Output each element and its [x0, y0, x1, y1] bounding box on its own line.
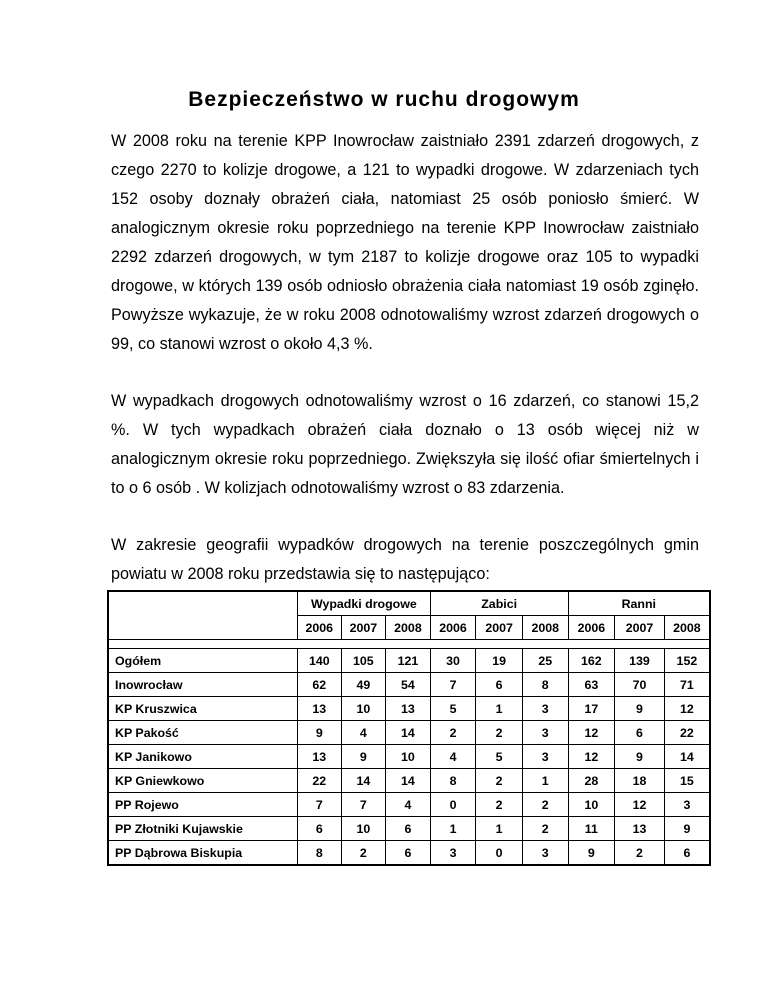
row-label: PP Złotniki Kujawskie	[108, 817, 298, 841]
table-cell: 6	[386, 841, 431, 866]
table-cell: 140	[298, 649, 342, 673]
header-year: 2008	[386, 616, 431, 640]
header-year: 2006	[298, 616, 342, 640]
header-year: 2006	[430, 616, 476, 640]
table-cell: 2	[430, 721, 476, 745]
table-cell: 4	[430, 745, 476, 769]
table-cell: 14	[664, 745, 710, 769]
header-year: 2006	[568, 616, 615, 640]
table-row	[108, 673, 710, 697]
table-cell: 11	[568, 817, 615, 841]
header-group-killed: Zabici	[430, 591, 568, 616]
table-cell: 139	[615, 649, 665, 673]
table-row	[108, 793, 710, 817]
table-row	[108, 769, 710, 793]
table-cell: 9	[664, 817, 710, 841]
table-cell: 3	[522, 697, 568, 721]
table-header-groups	[108, 591, 710, 616]
table-cell: 7	[430, 673, 476, 697]
table-cell: 10	[341, 697, 386, 721]
row-label: KP Gniewkowo	[108, 769, 298, 793]
row-label: Ogółem	[108, 649, 298, 673]
table-cell: 0	[476, 841, 523, 866]
table-cell: 8	[430, 769, 476, 793]
table-cell: 152	[664, 649, 710, 673]
table-cell: 25	[522, 649, 568, 673]
table-cell: 1	[476, 817, 523, 841]
table-cell: 2	[476, 721, 523, 745]
paragraph-summary-2008: W 2008 roku na terenie KPP Inowrocław zaistniało 2391 zdarzeń drogowych, z czego 2270 to kolizje drogowe, a 121 to wypadki drogowe. W zdarzeniach tych 152 osoby doznały obrażeń ciała, natomiast 25 osób poniosło śmierć. W analogicznym okresie roku poprzedniego na terenie KPP Inowrocław zaistniało 2292 zdarzeń drogowych, w tym 2187 to kolizje drogowe oraz 105 to wypadki drogowe, w których 139 osób odniosło obrażenia ciała natomiast 19 osób zginęło. Powyższe wykazuje, że w roku 2008 odnotowaliśmy wzrost zdarzeń drogowych o 99, co stanowi wzrost o około 4,3 %.	[111, 132, 699, 353]
row-label: KP Pakość	[108, 721, 298, 745]
header-year: 2007	[476, 616, 523, 640]
table-cell: 30	[430, 649, 476, 673]
table-cell: 14	[386, 721, 431, 745]
table-cell: 9	[615, 697, 665, 721]
table-cell: 121	[386, 649, 431, 673]
table-body	[108, 640, 710, 866]
paragraph-accidents-increase: W wypadkach drogowych odnotowaliśmy wzrost o 16 zdarzeń, co stanowi 15,2 %. W tych wypadkach obrażeń ciała doznało o 13 osób więcej niż w analogicznym okresie roku poprzedniego. Zwiększyła się ilość ofiar śmiertelnych i to o 6 osób . W kolizjach odnotowaliśmy wzrost o 83 zdarzenia.	[111, 392, 699, 497]
table-cell: 3	[664, 793, 710, 817]
table-row	[108, 841, 710, 866]
table-cell: 3	[522, 721, 568, 745]
table-cell: 5	[476, 745, 523, 769]
table-cell: 9	[341, 745, 386, 769]
table-cell: 13	[298, 745, 342, 769]
table-cell: 4	[386, 793, 431, 817]
header-empty-cell	[108, 591, 298, 640]
table-cell: 18	[615, 769, 665, 793]
header-group-injured: Ranni	[568, 591, 710, 616]
table-cell: 5	[430, 697, 476, 721]
table-cell: 13	[615, 817, 665, 841]
table-cell: 22	[664, 721, 710, 745]
table-cell: 8	[298, 841, 342, 866]
table-cell: 7	[341, 793, 386, 817]
table-cell: 17	[568, 697, 615, 721]
table-cell: 12	[615, 793, 665, 817]
table-cell: 10	[386, 745, 431, 769]
table-cell: 1	[476, 697, 523, 721]
table-cell: 2	[476, 793, 523, 817]
paragraph-geography-intro: W zakresie geografii wypadków drogowych na terenie poszczególnych gmin powiatu w 2008 roku przedstawia się to następująco:	[111, 536, 699, 583]
table-cell: 28	[568, 769, 615, 793]
table-cell: 2	[522, 793, 568, 817]
row-label: PP Dąbrowa Biskupia	[108, 841, 298, 866]
table-cell: 3	[430, 841, 476, 866]
table-cell: 105	[341, 649, 386, 673]
table-cell: 6	[386, 817, 431, 841]
table-cell: 63	[568, 673, 615, 697]
table-cell: 6	[476, 673, 523, 697]
table-cell: 9	[615, 745, 665, 769]
header-year: 2008	[664, 616, 710, 640]
table-cell: 12	[568, 745, 615, 769]
table-cell: 2	[522, 817, 568, 841]
table-cell: 9	[298, 721, 342, 745]
table-cell: 19	[476, 649, 523, 673]
header-year: 2007	[615, 616, 665, 640]
table-cell: 10	[341, 817, 386, 841]
table-cell: 3	[522, 841, 568, 866]
table-row	[108, 817, 710, 841]
table-cell: 12	[568, 721, 615, 745]
table-cell: 54	[386, 673, 431, 697]
table-cell: 70	[615, 673, 665, 697]
table-cell: 22	[298, 769, 342, 793]
table-cell: 12	[664, 697, 710, 721]
table-cell: 6	[298, 817, 342, 841]
row-label: Inowrocław	[108, 673, 298, 697]
table-cell: 71	[664, 673, 710, 697]
header-year: 2007	[341, 616, 386, 640]
table-cell: 9	[568, 841, 615, 866]
table-cell: 49	[341, 673, 386, 697]
table-cell: 1	[430, 817, 476, 841]
table-cell: 13	[386, 697, 431, 721]
table-cell: 6	[615, 721, 665, 745]
table-cell: 14	[341, 769, 386, 793]
table-row	[108, 745, 710, 769]
table-cell: 2	[615, 841, 665, 866]
table-cell: 62	[298, 673, 342, 697]
table-row	[108, 649, 710, 673]
table-cell: 2	[476, 769, 523, 793]
table-cell: 1	[522, 769, 568, 793]
table-cell: 3	[522, 745, 568, 769]
table-cell: 7	[298, 793, 342, 817]
table-cell: 13	[298, 697, 342, 721]
table-spacer-row	[108, 640, 710, 649]
row-label: PP Rojewo	[108, 793, 298, 817]
page-title: Bezpieczeństwo w ruchu drogowym	[188, 88, 580, 111]
row-label: KP Janikowo	[108, 745, 298, 769]
table-cell: 14	[386, 769, 431, 793]
table-cell: 4	[341, 721, 386, 745]
header-year: 2008	[522, 616, 568, 640]
table-cell: 162	[568, 649, 615, 673]
table-cell: 8	[522, 673, 568, 697]
row-label: KP Kruszwica	[108, 697, 298, 721]
table-row	[108, 697, 710, 721]
table-row	[108, 721, 710, 745]
table-cell: 6	[664, 841, 710, 866]
table-cell: 10	[568, 793, 615, 817]
table-cell: 15	[664, 769, 710, 793]
table-cell: 0	[430, 793, 476, 817]
accident-statistics-table	[107, 590, 711, 866]
table-cell: 2	[341, 841, 386, 866]
header-group-accidents: Wypadki drogowe	[298, 591, 431, 616]
